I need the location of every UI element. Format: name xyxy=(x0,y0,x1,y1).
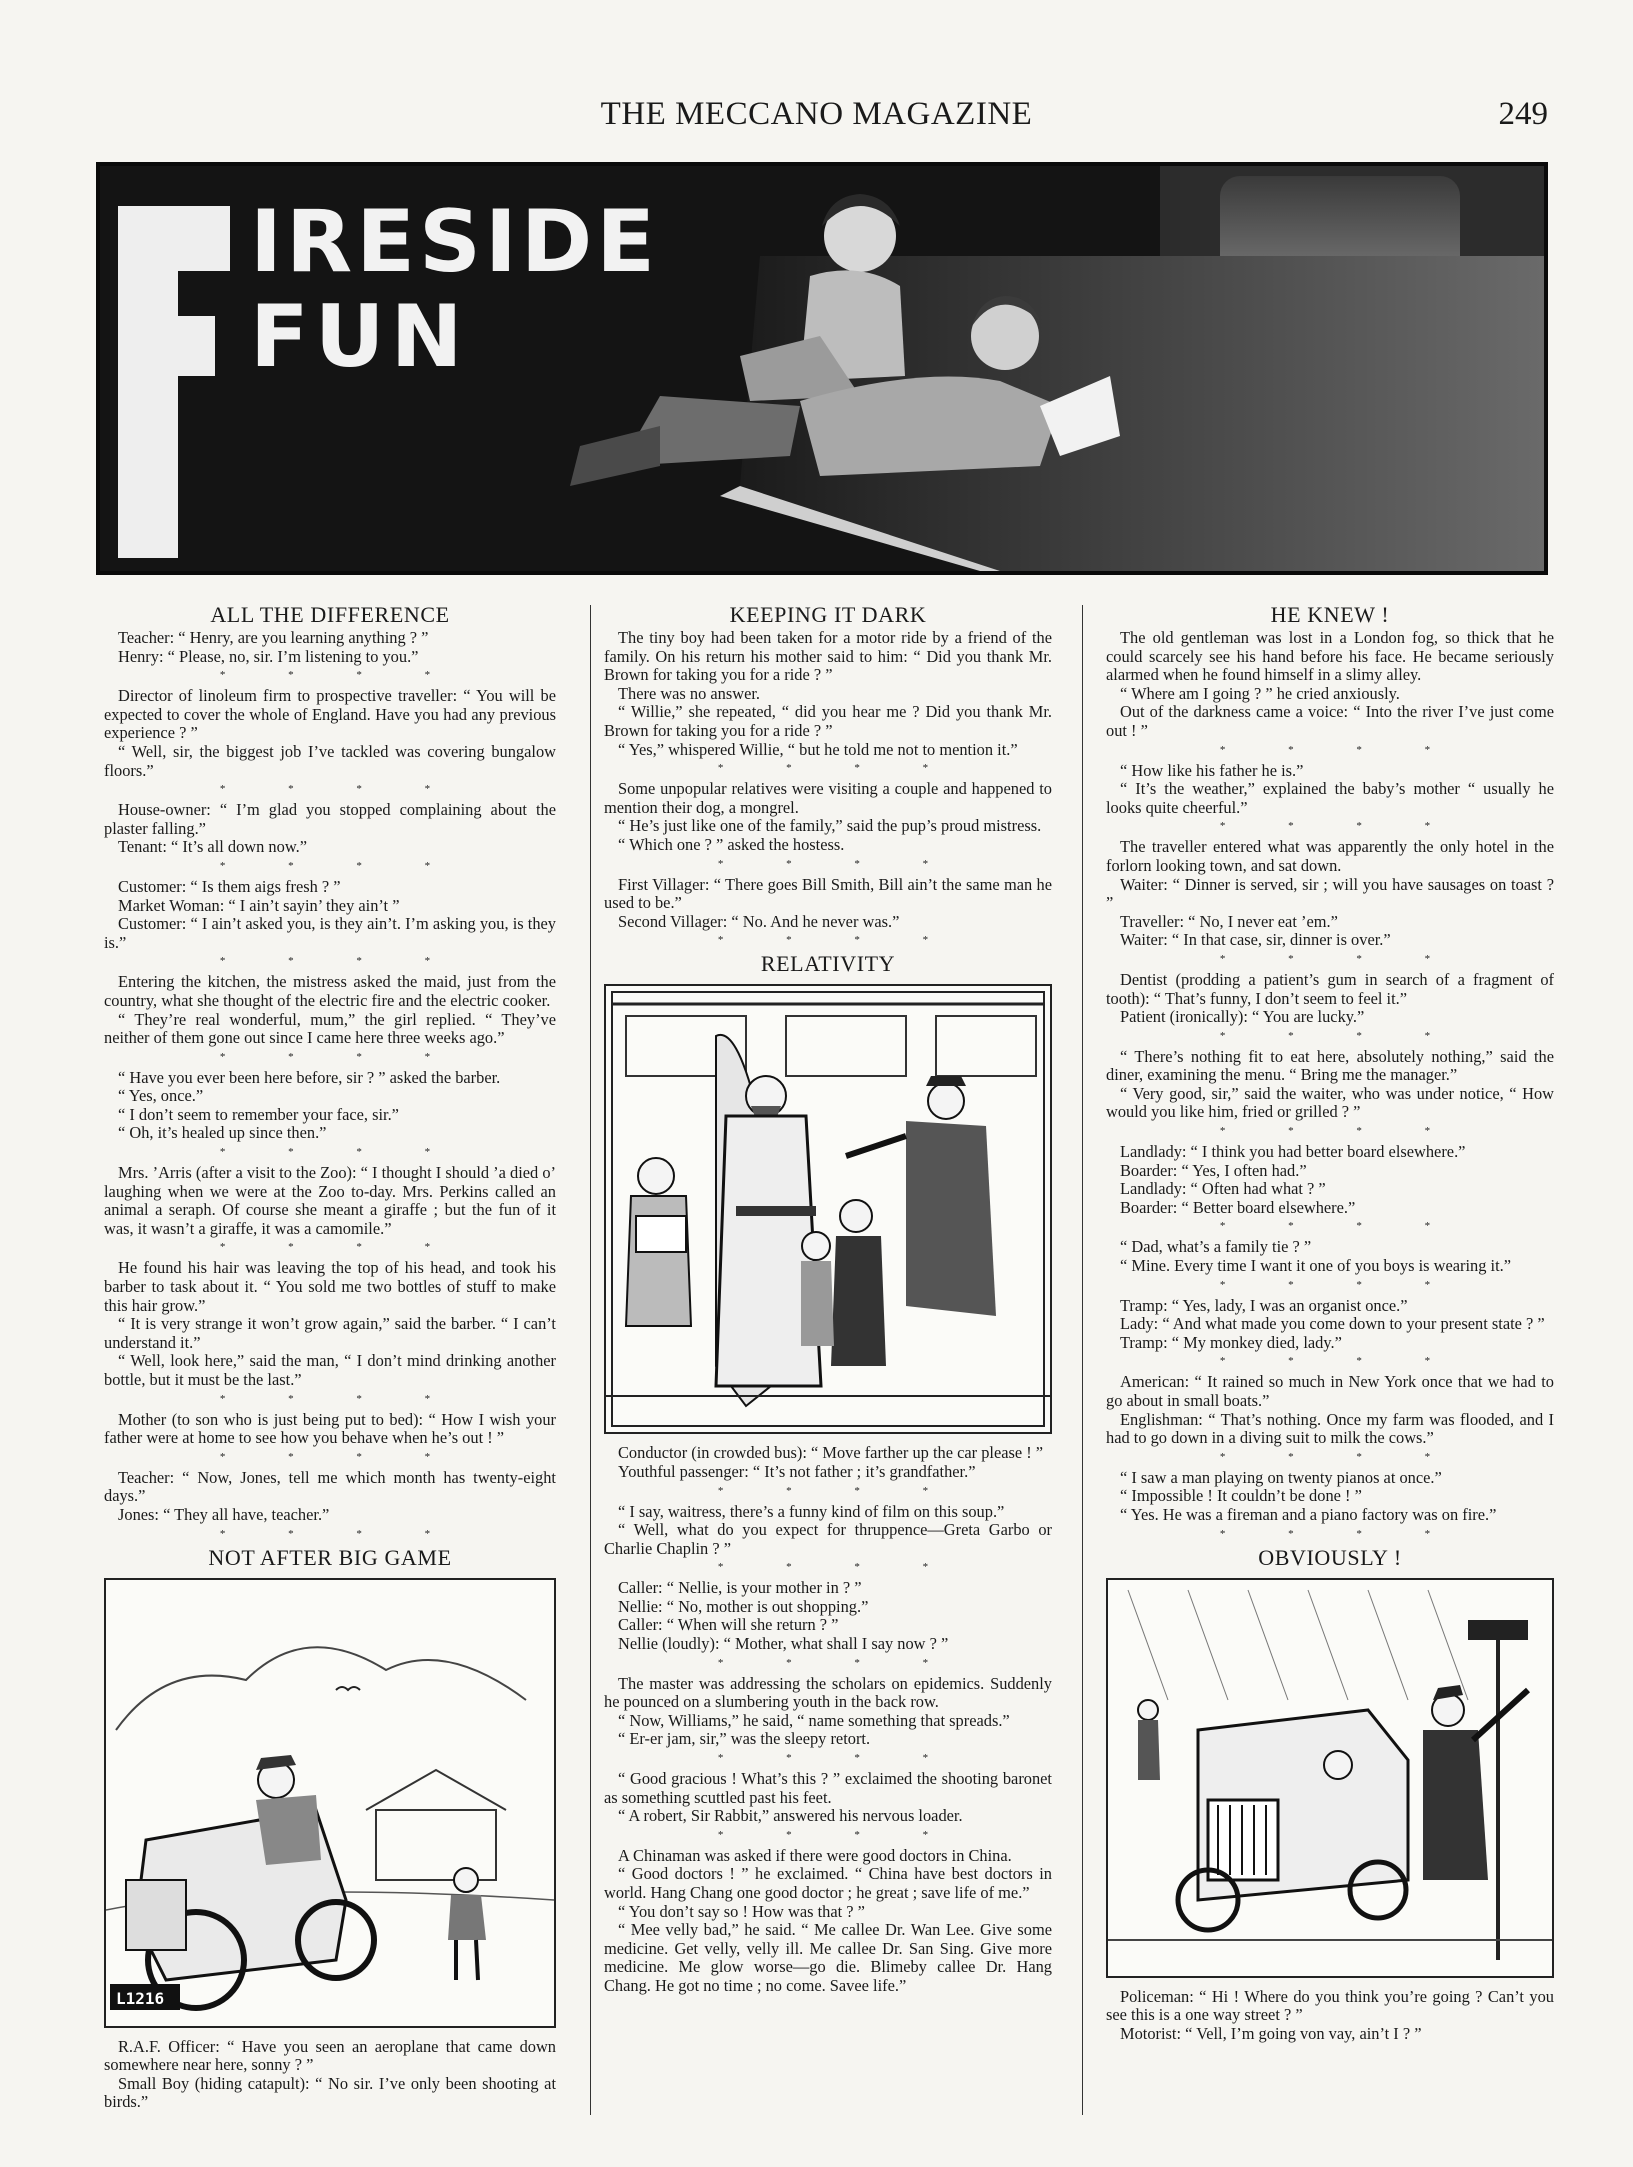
cartoon-car-officer xyxy=(104,1578,556,2028)
joke-line: Mrs. ’Arris (after a visit to the Zoo): “ I thought I should ’a died o’ laughing when we were at the Zoo to-day. Mrs. Perkins called an animal a seraph. Of course she meant a giraffe ; but the fun of it was, it wasn’t a giraffe, it was a camomile.” xyxy=(104,1163,556,1238)
joke-line: “ There’s nothing fit to eat here, absolutely nothing,” said the diner, examining the menu. “ Bring me the manager.” xyxy=(1106,1046,1554,1085)
cartoon-one-way-street xyxy=(1106,1578,1554,1978)
joke-line: “ How like his father he is.” xyxy=(1120,760,1304,780)
joke-line: Traveller: “ No, I never eat ’em.” xyxy=(1120,911,1338,931)
separator: * * * * xyxy=(1219,952,1461,965)
joke-line: Youthful passenger: “ It’s not father ; it’s grandfather.” xyxy=(618,1461,976,1481)
column-rule-2 xyxy=(1082,605,1083,2115)
banner-title-line1: IRESIDE xyxy=(250,192,660,292)
joke-line: Jones: “ They all have, teacher.” xyxy=(118,1504,330,1524)
joke-line: “ Where am I going ? ” he cried anxiously. xyxy=(1120,683,1400,703)
joke-line: Landlady: “ Often had what ? ” xyxy=(1120,1179,1326,1199)
joke-line: “ Dad, what’s a family tie ? ” xyxy=(1120,1237,1312,1257)
separator: * * * * xyxy=(219,1450,461,1463)
joke-line: Teacher: “ Now, Jones, tell me which month has twenty-eight days.” xyxy=(104,1467,556,1506)
separator: * * * * xyxy=(219,859,461,872)
joke-line: Customer: “ I ain’t asked you, is they ain’t. I’m asking you, is they is.” xyxy=(104,914,556,952)
separator: * * * * xyxy=(1219,1125,1461,1138)
separator: * * * * xyxy=(1219,743,1461,756)
joke-line: “ Yes,” whispered Willie, “ but he told me not to mention it.” xyxy=(618,739,1018,759)
joke-line: “ It is very strange it won’t grow again,” said the barber. “ I can’t understand it.” xyxy=(104,1314,556,1352)
joke-line: “ Mine. Every time I want it one of you boys is wearing it.” xyxy=(1120,1256,1512,1276)
joke-line: “ Well, what do you expect for thruppence—Greta Garbo or Charlie Chaplin ? ” xyxy=(604,1520,1052,1558)
column-1 xyxy=(104,603,556,2112)
joke-line: There was no answer. xyxy=(618,683,761,703)
joke-line: “ Which one ? ” asked the hostess. xyxy=(618,834,845,854)
section-title-not-after-big-game: NOT AFTER BIG GAME xyxy=(208,1544,452,1570)
joke-line: “ Well, sir, the biggest job I’ve tackled was covering bungalow floors.” xyxy=(104,741,556,780)
separator: * * * * xyxy=(219,1392,461,1405)
joke-line: Landlady: “ I think you had better board elsewhere.” xyxy=(1120,1142,1466,1162)
separator: * * * * xyxy=(219,1146,461,1159)
joke-line: Waiter: “ In that case, sir, dinner is over.” xyxy=(1120,930,1391,950)
joke-line: Lady: “ And what made you come down to your present state ? ” xyxy=(1120,1314,1545,1334)
joke-line: “ Now, Williams,” he said, “ name something that spreads.” xyxy=(618,1710,1010,1730)
joke-line: “ Willie,” she repeated, “ did you hear me ? Did you thank Mr. Brown for taking you for a ride ? ” xyxy=(604,702,1052,740)
joke-line: “ I saw a man playing on twenty pianos at once.” xyxy=(1120,1467,1442,1487)
joke-line: “ I don’t seem to remember your face, sir.” xyxy=(118,1104,399,1124)
joke-line: Director of linoleum firm to prospective traveller: “ You will be expected to cover the whole of England. Have you had any previous experience ? ” xyxy=(104,686,556,743)
separator: * * * * xyxy=(717,1828,959,1841)
joke-line: “ Good doctors ! ” he exclaimed. “ China have best doctors in world. Hang Chang one good doctor ; he great ; save life of me.” xyxy=(604,1864,1052,1902)
joke-line: “ Yes, once.” xyxy=(118,1086,204,1106)
section-title-relativity: RELATIVITY xyxy=(760,951,896,977)
joke-line: Entering the kitchen, the mistress asked the maid, just from the country, what she thought of the electric fire and the electric cooker. xyxy=(104,972,556,1010)
joke-line: “ Good gracious ! What’s this ? ” exclaimed the shooting baronet as something scuttled past his feet. xyxy=(604,1769,1052,1807)
car-number-plate: L1216 xyxy=(116,1988,165,2008)
joke-line: Customer: “ Is them aigs fresh ? ” xyxy=(118,876,341,896)
joke-line: “ Er-er jam, sir,” was the sleepy retort. xyxy=(618,1729,871,1749)
joke-line: Policeman: “ Hi ! Where do you think you’re going ? Can’t you see this is a one way street ? ” xyxy=(1106,1986,1554,2025)
joke-line: “ Impossible ! It couldn’t be done ! ” xyxy=(1120,1486,1362,1506)
fireside-fun-banner xyxy=(96,162,1548,575)
banner-illustration xyxy=(100,166,1544,571)
separator: * * * * xyxy=(717,762,959,775)
joke-line: Market Woman: “ I ain’t sayin’ they ain’t ” xyxy=(118,895,400,915)
separator: * * * * xyxy=(1219,1278,1461,1291)
joke-line: Conductor (in crowded bus): “ Move farther up the car please ! ” xyxy=(618,1443,1044,1463)
separator: * * * * xyxy=(1219,1527,1461,1540)
separator: * * * * xyxy=(219,669,461,682)
magazine-title: THE MECCANO MAGAZINE xyxy=(600,96,1033,132)
separator: * * * * xyxy=(717,1484,959,1497)
joke-line: The traveller entered what was apparently the only hotel in the forlorn looking town, and sat down. xyxy=(1106,837,1554,875)
joke-line: Nellie (loudly): “ Mother, what shall I say now ? ” xyxy=(618,1634,949,1654)
separator: * * * * xyxy=(1219,1355,1461,1368)
joke-line: Nellie: “ No, mother is out shopping.” xyxy=(618,1596,869,1616)
running-head xyxy=(0,96,1633,140)
joke-line: He found his hair was leaving the top of his head, and took his barber to task about it. “ You sold me two bottles of stuff to make this hair grow.” xyxy=(104,1258,556,1315)
joke-line: Second Villager: “ No. And he never was.” xyxy=(618,911,900,931)
joke-line: Henry: “ Please, no, sir. I’m listening to you.” xyxy=(118,646,419,666)
joke-line: “ Oh, it’s healed up since then.” xyxy=(118,1123,327,1143)
joke-line: Tenant: “ It’s all down now.” xyxy=(118,837,307,857)
column-rule-1 xyxy=(590,605,591,2115)
joke-line: Boarder: “ Yes, I often had.” xyxy=(1120,1160,1307,1180)
joke-line: R.A.F. Officer: “ Have you seen an aeroplane that came down somewhere near here, sonny ? ” xyxy=(104,2036,556,2075)
joke-line: “ He’s just like one of the family,” said the pup’s proud mistress. xyxy=(618,816,1042,836)
page-number: 249 xyxy=(1498,96,1548,132)
separator: * * * * xyxy=(219,1050,461,1063)
joke-line: Mother (to son who is just being put to bed): “ How I wish your father were at home to see how you behave when he’s out ! ” xyxy=(104,1409,556,1448)
joke-line: First Villager: “ There goes Bill Smith, Bill ain’t the same man he used to be.” xyxy=(604,874,1052,913)
joke-line: Dentist (prodding a patient’s gum in search of a fragment of tooth): “ That’s funny, I don’t seem to feel it.” xyxy=(1106,969,1554,1008)
separator: * * * * xyxy=(1219,1450,1461,1463)
joke-line: Tramp: “ My monkey died, lady.” xyxy=(1120,1332,1342,1352)
separator: * * * * xyxy=(1219,1220,1461,1233)
joke-line: “ A robert, Sir Rabbit,” answered his nervous loader. xyxy=(618,1806,963,1826)
section-title-he-knew: HE KNEW ! xyxy=(1270,602,1390,627)
separator: * * * * xyxy=(717,857,959,870)
joke-line: Teacher: “ Henry, are you learning anything ? ” xyxy=(118,628,429,647)
banner-title-line2: FUN xyxy=(250,287,469,387)
joke-line: “ They’re real wonderful, mum,” the girl replied. “ They’ve neither of them gone out since I came here three weeks ago.” xyxy=(104,1009,556,1048)
separator: * * * * xyxy=(717,934,959,947)
separator: * * * * xyxy=(1219,820,1461,833)
joke-line: “ I say, waitress, there’s a funny kind of film on this soup.” xyxy=(618,1501,1005,1521)
column-3 xyxy=(1106,603,1554,2043)
joke-line: Motorist: “ Vell, I’m going von vay, ain’t I ? ” xyxy=(1120,2023,1422,2043)
separator: * * * * xyxy=(717,1752,959,1765)
section-title-all-the-difference: ALL THE DIFFERENCE xyxy=(210,602,450,627)
joke-line: Small Boy (hiding catapult): “ No sir. I’ve only been shooting at birds.” xyxy=(104,2073,556,2112)
joke-line: Some unpopular relatives were visiting a couple and happened to mention their dog, a mongrel. xyxy=(604,779,1052,817)
cartoon-crowded-bus xyxy=(604,984,1052,1434)
joke-line: American: “ It rained so much in New York once that we had to go about in small boats.” xyxy=(1106,1372,1554,1410)
section-title-obviously: OBVIOUSLY ! xyxy=(1258,1544,1402,1570)
separator: * * * * xyxy=(219,1241,461,1254)
separator: * * * * xyxy=(717,1561,959,1574)
joke-line: Boarder: “ Better board elsewhere.” xyxy=(1120,1197,1356,1217)
section-title-keeping-it-dark: KEEPING IT DARK xyxy=(729,602,927,627)
separator: * * * * xyxy=(219,783,461,796)
joke-line: The old gentleman was lost in a London fog, so thick that he could scarcely see his hand before his face. He became seriously alarmed when he found himself in a slimy alley. xyxy=(1106,628,1554,685)
joke-line: Tramp: “ Yes, lady, I was an organist once.” xyxy=(1120,1295,1408,1315)
joke-line: “ Have you ever been here before, sir ? ” asked the barber. xyxy=(118,1067,501,1087)
joke-line: “ Yes. He was a fireman and a piano factory was on fire.” xyxy=(1120,1504,1497,1524)
joke-line: “ It’s the weather,” explained the baby’s mother “ usually he looks quite cheerful.” xyxy=(1106,779,1554,817)
joke-line: Caller: “ Nellie, is your mother in ? ” xyxy=(618,1578,862,1598)
column-2 xyxy=(604,603,1052,1996)
joke-line: The master was addressing the scholars on epidemics. Suddenly he pounced on a slumbering youth in the back row. xyxy=(604,1673,1052,1712)
joke-line: Patient (ironically): “ You are lucky.” xyxy=(1120,1007,1365,1027)
joke-line: A Chinaman was asked if there were good doctors in China. xyxy=(618,1845,1012,1865)
joke-line: “ You don’t say so ! How was that ? ” xyxy=(618,1901,865,1921)
joke-line: “ Mee velly bad,” he said. “ Me callee Dr. Wan Lee. Give some medicine. Get velly, velly ill. Me callee Dr. San Sing. Give more medicine. Me glow worse—go die. Blimeby callee Dr. Hang Chang. He got no time ; no come. Savee life.” xyxy=(604,1920,1052,1995)
separator: * * * * xyxy=(717,1656,959,1669)
joke-line: Caller: “ When will she return ? ” xyxy=(618,1615,839,1635)
joke-line: Englishman: “ That’s nothing. Once my farm was flooded, and I had to go down in a diving suit to milk the cows.” xyxy=(1106,1409,1554,1448)
joke-line: Waiter: “ Dinner is served, sir ; will you have sausages on toast ? ” xyxy=(1106,874,1554,913)
joke-line: The tiny boy had been taken for a motor ride by a friend of the family. On his return his mother said to him: “ Did you thank Mr. Brown for taking you for a ride ? ” xyxy=(604,628,1052,685)
separator: * * * * xyxy=(1219,1029,1461,1042)
separator: * * * * xyxy=(219,1527,461,1540)
separator: * * * * xyxy=(219,955,461,968)
joke-line: “ Well, look here,” said the man, “ I don’t mind drinking another bottle, but it must be the last.” xyxy=(104,1351,556,1389)
joke-line: “ Very good, sir,” said the waiter, who was under notice, “ How would you like him, fried or grilled ? ” xyxy=(1106,1083,1554,1122)
joke-line: House-owner: “ I’m glad you stopped complaining about the plaster falling.” xyxy=(104,800,556,838)
joke-line: Out of the darkness came a voice: “ Into the river I’ve just come out ! ” xyxy=(1106,702,1554,740)
